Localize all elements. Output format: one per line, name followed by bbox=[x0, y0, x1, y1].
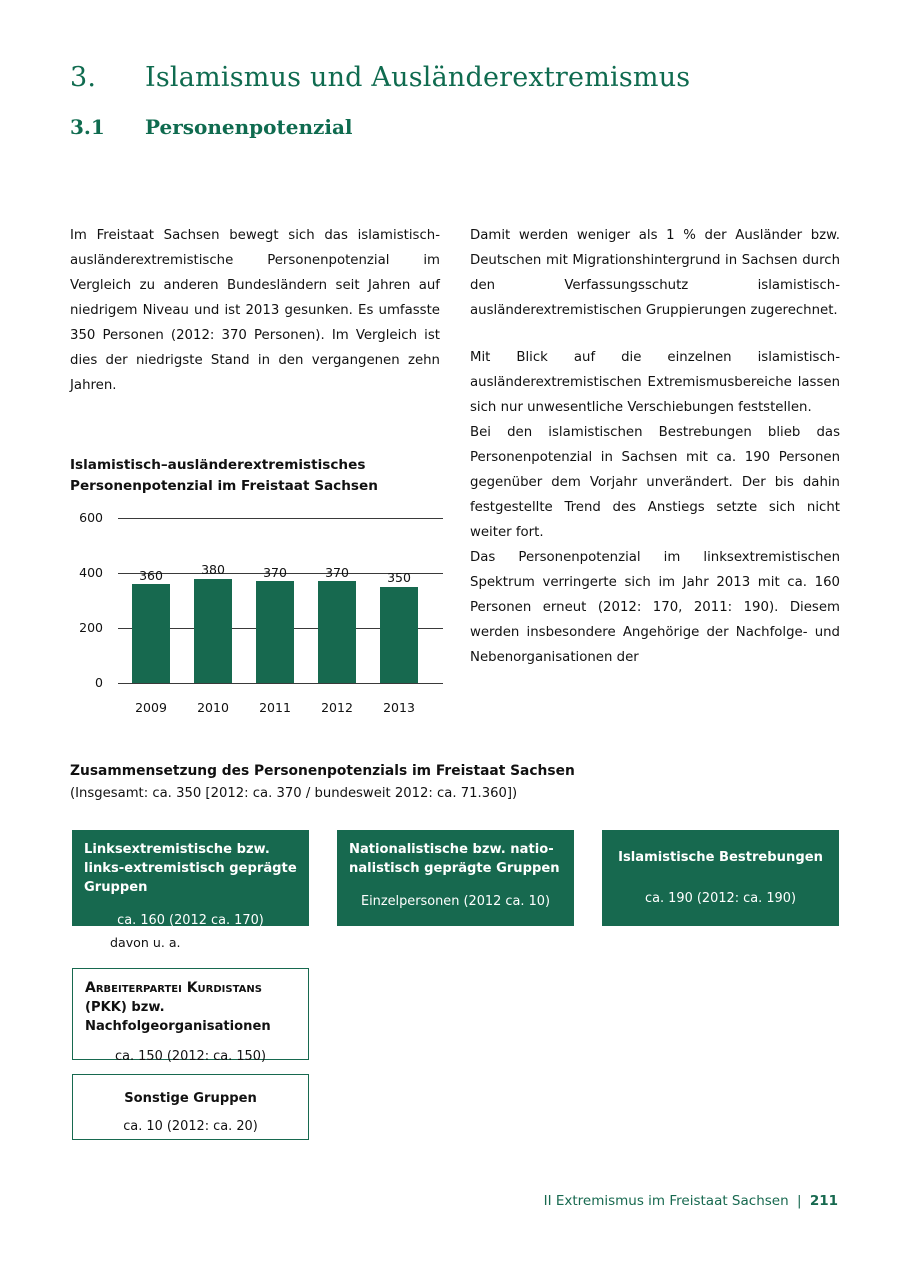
paragraph: Im Freistaat Sachsen bewegt sich das islamistisch-ausländerextremistische Personenpotenzial im Vergleich zu anderen Bundesländern seit Jahren auf niedrigem Niveau und ist 2013 gesunken. Es umfasste 350 Personen (2012: 370 Personen). Im Vergleich ist dies der niedrigste Stand in den vergangenen zehn Jahren. bbox=[70, 228, 440, 393]
box-value: Einzelpersonen (2012 ca. 10) bbox=[360, 894, 551, 909]
footer-separator: | bbox=[796, 1193, 802, 1209]
box-linksextremistische-gruppen bbox=[72, 830, 309, 926]
bar-value-label: 360 bbox=[139, 568, 163, 583]
box-value: ca. 190 (2012: ca. 190) bbox=[645, 891, 796, 906]
bar-chart bbox=[70, 510, 450, 715]
gridline-600 bbox=[118, 518, 443, 519]
box-islamistische-bestrebungen bbox=[602, 830, 839, 926]
box-pkk bbox=[72, 968, 309, 1064]
x-tick-label: 2012 bbox=[321, 700, 353, 715]
x-tick-label: 2010 bbox=[197, 700, 229, 715]
x-tick-label: 2013 bbox=[383, 700, 415, 715]
y-tick-label: 600 bbox=[79, 510, 103, 525]
box-label: Linksextremistische bzw. links-extremistisch geprägte Gruppen bbox=[84, 842, 297, 895]
box-value: ca. 10 (2012: ca. 20) bbox=[123, 1119, 258, 1134]
structure-subtitle: (Insgesamt: ca. 350 [2012: ca. 370 / bundesweit 2012: ca. 71.360]) bbox=[70, 786, 518, 801]
footer-text: II Extremismus im Freistaat Sachsen bbox=[543, 1193, 789, 1209]
box-label: Islamistische Bestrebungen bbox=[618, 850, 823, 865]
bar-2011 bbox=[256, 581, 294, 683]
paragraph: Mit Blick auf die einzelnen islamistisch-ausländerextremistischen Extremismusbereiche lassen sich nur unwesentliche Verschiebungen feststellen. bbox=[470, 350, 840, 415]
box-label-smallcaps: Arbeiterpartei Kurdistans bbox=[85, 980, 262, 996]
bar-value-label: 370 bbox=[263, 565, 287, 580]
box-value: ca. 160 (2012 ca. 170) bbox=[117, 913, 264, 928]
structure-title: Zusammensetzung des Personenpotenzials im Freistaat Sachsen bbox=[70, 763, 575, 779]
bar-value-label: 380 bbox=[201, 562, 225, 577]
y-tick-label: 200 bbox=[79, 620, 103, 635]
subsection-title bbox=[70, 115, 830, 139]
bar-2010 bbox=[194, 579, 232, 684]
subsection-number: 3.1 bbox=[70, 115, 105, 139]
gridline-0 bbox=[118, 683, 443, 684]
body-column-right bbox=[470, 223, 840, 670]
connector-label: davon u. a. bbox=[110, 935, 181, 950]
bar-value-label: 370 bbox=[325, 565, 349, 580]
box-value: ca. 150 (2012: ca. 150) bbox=[115, 1049, 266, 1064]
box-label: Nationalistische bzw. natio-nalistisch geprägte Gruppen bbox=[349, 842, 560, 876]
bar-2013 bbox=[380, 587, 418, 683]
paragraph: Bei den islamistischen Bestrebungen blieb das Personenpotenzial in Sachsen mit ca. 190 Personen gegenüber dem Vorjahr unverändert. Der bis dahin festgestellte Trend des Anstiegs setzte sich nicht weiter fort. bbox=[470, 425, 840, 540]
paragraph: Das Personenpotenzial im linksextremistischen Spektrum verringerte sich im Jahr 2013 mit ca. 160 Personen erneut (2012: 170, 2011: 190). Diesem werden insbesondere Angehörige der Nachfolge- und Nebenorganisationen der bbox=[470, 550, 840, 665]
x-tick-label: 2009 bbox=[135, 700, 167, 715]
page-footer bbox=[544, 1193, 838, 1209]
bar-2012 bbox=[318, 581, 356, 683]
section-title: Islamismus und Ausländerextremismus bbox=[145, 62, 691, 93]
page-number: 211 bbox=[809, 1193, 838, 1209]
paragraph: Damit werden weniger als 1 % der Ausländer bzw. Deutschen mit Migrationshintergrund in Sachsen durch den Verfassungsschutz islamistisch-ausländerextremistischen Gruppierungen zugerechnet. bbox=[470, 228, 840, 318]
page-title bbox=[70, 62, 830, 93]
bar-2009 bbox=[132, 584, 170, 683]
chart-plot-area bbox=[79, 510, 443, 715]
chart-title: Islamistisch–ausländerextremistisches Personenpotenzial im Freistaat Sachsen bbox=[70, 457, 378, 494]
y-tick-label: 400 bbox=[79, 565, 103, 580]
x-tick-label: 2011 bbox=[259, 700, 291, 715]
box-nationalistische-gruppen bbox=[337, 830, 574, 926]
box-label: (PKK) bzw. Nachfolgeorganisationen bbox=[85, 1000, 271, 1034]
box-label: Sonstige Gruppen bbox=[124, 1091, 257, 1106]
box-sonstige-gruppen bbox=[72, 1074, 309, 1140]
section-number: 3. bbox=[70, 62, 97, 93]
body-column-left bbox=[70, 223, 440, 398]
bar-value-label: 350 bbox=[387, 570, 411, 585]
y-tick-label: 0 bbox=[95, 675, 103, 690]
subsection-label: Personenpotenzial bbox=[145, 115, 353, 139]
